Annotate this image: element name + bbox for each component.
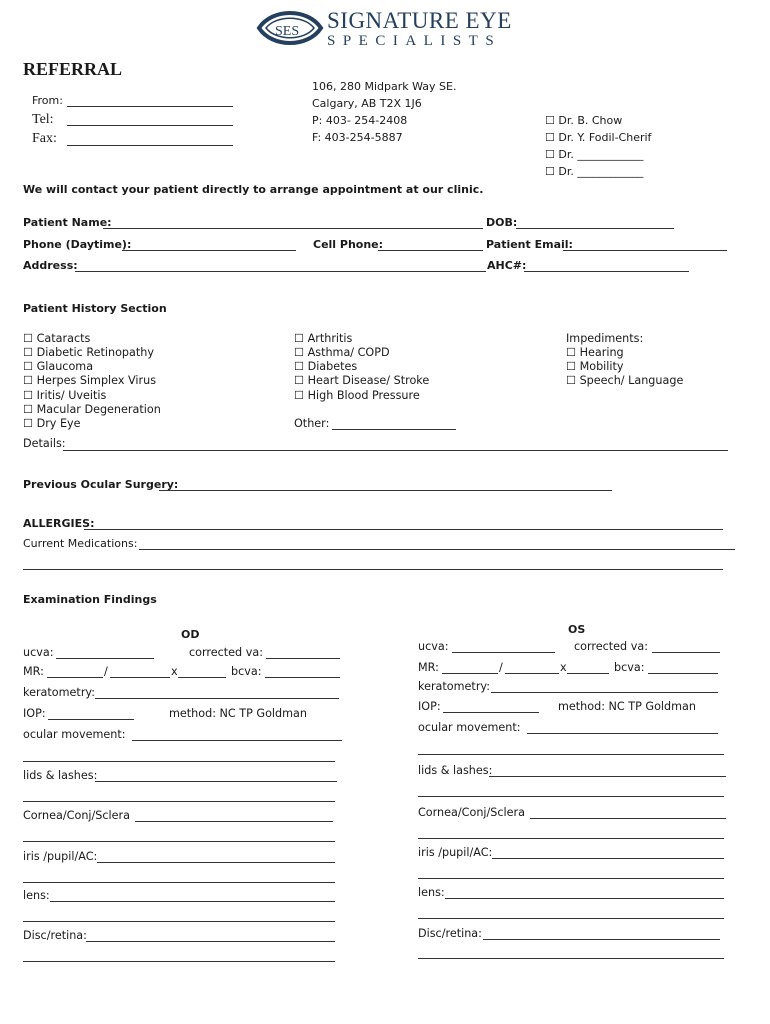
os-disc-label: Disc/retina: bbox=[418, 927, 482, 940]
history-checkbox[interactable]: ☐ High Blood Pressure bbox=[294, 389, 420, 402]
address-line: 106, 280 Midpark Way SE. bbox=[312, 80, 457, 93]
od-disc-label: Disc/retina: bbox=[23, 929, 87, 942]
from-label: From: bbox=[32, 94, 63, 107]
os-ucva-label: ucva: bbox=[418, 640, 449, 653]
fax-label: Fax: bbox=[32, 131, 57, 146]
od-cornea-field[interactable] bbox=[135, 821, 333, 822]
od-bcva-label: bcva: bbox=[231, 665, 262, 678]
od-mr-slash: / bbox=[104, 665, 108, 678]
os-mr-slash: / bbox=[499, 661, 503, 674]
os-mr-field-2[interactable] bbox=[505, 673, 559, 674]
os-bcva-label: bcva: bbox=[614, 661, 645, 674]
dob-field[interactable] bbox=[516, 228, 674, 229]
notice-text: We will contact your patient directly to arrange appointment at our clinic. bbox=[23, 183, 484, 196]
logo-subtitle: SPECIALISTS bbox=[327, 33, 502, 49]
surgery-field[interactable] bbox=[159, 490, 612, 491]
tel-field[interactable] bbox=[67, 125, 233, 126]
od-method-label[interactable]: method: NC TP Goldman bbox=[169, 707, 307, 720]
history-checkbox[interactable]: ☐ Heart Disease/ Stroke bbox=[294, 374, 430, 387]
patient-name-label: Patient Name: bbox=[23, 216, 112, 229]
logo-title: SIGNATURE EYE bbox=[327, 8, 512, 33]
od-disc-field[interactable] bbox=[86, 941, 335, 942]
os-mr-field-1[interactable] bbox=[442, 673, 498, 674]
dob-label: DOB: bbox=[486, 216, 518, 229]
od-corrected-va-field[interactable] bbox=[266, 658, 340, 659]
details-label: Details: bbox=[23, 437, 66, 450]
od-mr-field-1[interactable] bbox=[47, 677, 103, 678]
ahc-field[interactable] bbox=[524, 271, 689, 272]
os-lids-label: lids & lashes: bbox=[418, 764, 493, 777]
ahc-label: AHC#: bbox=[487, 259, 527, 272]
history-checkbox[interactable]: ☐ Iritis/ Uveitis bbox=[23, 389, 107, 402]
od-iop-label: IOP: bbox=[23, 707, 46, 720]
fax-field[interactable] bbox=[67, 145, 233, 146]
od-mr-label: MR: bbox=[23, 665, 44, 678]
os-ocular-movement-field-2[interactable] bbox=[418, 754, 724, 755]
od-lids-field-2[interactable] bbox=[23, 801, 335, 802]
os-corrected-va-label: corrected va: bbox=[574, 640, 648, 653]
allergies-label: ALLERGIES: bbox=[23, 517, 95, 530]
allergies-field[interactable] bbox=[84, 529, 723, 530]
os-cornea-label: Cornea/Conj/Sclera bbox=[418, 806, 525, 819]
history-checkbox[interactable]: ☐ Asthma/ COPD bbox=[294, 346, 390, 359]
od-keratometry-label: keratometry: bbox=[23, 686, 95, 699]
exam-title: Examination Findings bbox=[23, 593, 157, 606]
os-lens-field-2[interactable] bbox=[418, 918, 724, 919]
os-disc-field-2[interactable] bbox=[418, 958, 724, 959]
address-line: Calgary, AB T2X 1J6 bbox=[312, 97, 422, 110]
os-ocular-movement-label: ocular movement: bbox=[418, 721, 521, 734]
patient-name-field[interactable] bbox=[103, 228, 483, 229]
page-title: REFERRAL bbox=[23, 59, 123, 79]
os-corrected-va-field[interactable] bbox=[652, 652, 720, 653]
od-iris-field[interactable] bbox=[97, 862, 335, 863]
os-keratometry-field[interactable] bbox=[491, 692, 718, 693]
os-mr-x: x bbox=[560, 661, 567, 674]
od-keratometry-field[interactable] bbox=[95, 698, 339, 699]
fax-line: F: 403-254-5887 bbox=[312, 131, 403, 144]
medications-field-line2[interactable] bbox=[23, 569, 723, 570]
os-lids-field[interactable] bbox=[489, 776, 726, 777]
phone-line: P: 403- 254-2408 bbox=[312, 114, 408, 127]
doctor-checkbox[interactable]: ☐ Dr. ____________ bbox=[545, 148, 644, 161]
os-iris-field[interactable] bbox=[492, 858, 724, 859]
history-checkbox[interactable]: ☐ Herpes Simplex Virus bbox=[23, 374, 157, 387]
os-iris-label: iris /pupil/AC: bbox=[418, 846, 493, 859]
from-field[interactable] bbox=[67, 106, 233, 107]
medications-field[interactable] bbox=[139, 549, 735, 550]
od-iop-field[interactable] bbox=[48, 719, 134, 720]
address-field[interactable] bbox=[75, 271, 486, 272]
logo-monogram: SES bbox=[275, 24, 300, 39]
doctor-checkbox[interactable]: ☐ Dr. Y. Fodil-Cherif bbox=[545, 131, 652, 144]
od-lens-field-2[interactable] bbox=[23, 921, 335, 922]
email-field[interactable] bbox=[563, 250, 727, 251]
other-field[interactable] bbox=[332, 429, 456, 430]
os-lids-field-2[interactable] bbox=[418, 796, 724, 797]
os-disc-field[interactable] bbox=[483, 939, 720, 940]
surgery-label: Previous Ocular Surgery: bbox=[23, 478, 179, 491]
os-lens-label: lens: bbox=[418, 886, 445, 899]
os-lens-field[interactable] bbox=[445, 898, 724, 899]
os-ocular-movement-field[interactable] bbox=[527, 733, 718, 734]
history-checkbox[interactable]: ☐ Hearing bbox=[566, 346, 624, 359]
email-label: Patient Email: bbox=[486, 238, 573, 251]
medications-label: Current Medications: bbox=[23, 537, 138, 550]
tel-label: Tel: bbox=[32, 112, 54, 127]
os-mr-label: MR: bbox=[418, 661, 439, 674]
phone-field[interactable] bbox=[122, 250, 296, 251]
doctor-checkbox[interactable]: ☐ Dr. B. Chow bbox=[545, 114, 623, 127]
other-label: Other: bbox=[294, 417, 330, 430]
os-cornea-field[interactable] bbox=[530, 818, 726, 819]
od-heading: OD bbox=[181, 628, 200, 641]
history-checkbox[interactable]: ☐ Dry Eye bbox=[23, 417, 81, 430]
history-checkbox[interactable]: ☐ Speech/ Language bbox=[566, 374, 684, 387]
impediments-title: Impediments: bbox=[566, 332, 644, 345]
od-bcva-field[interactable] bbox=[265, 677, 340, 678]
od-iris-label: iris /pupil/AC: bbox=[23, 850, 98, 863]
history-checkbox[interactable]: ☐ Diabetes bbox=[294, 360, 358, 373]
history-checkbox[interactable]: ☐ Diabetic Retinopathy bbox=[23, 346, 154, 359]
os-ucva-field[interactable] bbox=[452, 652, 555, 653]
phone-label: Phone (Daytime): bbox=[23, 238, 132, 251]
od-corrected-va-label: corrected va: bbox=[189, 646, 263, 659]
address-label: Address: bbox=[23, 259, 78, 272]
history-checkbox[interactable]: ☐ Cataracts bbox=[23, 332, 91, 345]
history-checkbox[interactable]: ☐ Arthritis bbox=[294, 332, 353, 345]
od-mr-field-2[interactable] bbox=[110, 677, 170, 678]
od-mr-x: x bbox=[171, 665, 178, 678]
od-disc-field-2[interactable] bbox=[23, 961, 335, 962]
od-mr-field-3[interactable] bbox=[178, 677, 226, 678]
history-checkbox[interactable]: ☐ Mobility bbox=[566, 360, 624, 373]
doctor-checkbox[interactable]: ☐ Dr. ____________ bbox=[545, 165, 644, 178]
od-iris-field-2[interactable] bbox=[23, 882, 335, 883]
cell-field[interactable] bbox=[378, 250, 483, 251]
od-cornea-label: Cornea/Conj/Sclera bbox=[23, 809, 130, 822]
od-cornea-field-2[interactable] bbox=[23, 841, 335, 842]
od-ucva-label: ucva: bbox=[23, 646, 54, 659]
os-method-label[interactable]: method: NC TP Goldman bbox=[558, 700, 696, 713]
os-cornea-field-2[interactable] bbox=[418, 838, 724, 839]
od-ocular-movement-label: ocular movement: bbox=[23, 728, 126, 741]
od-lids-label: lids & lashes: bbox=[23, 769, 98, 782]
os-keratometry-label: keratometry: bbox=[418, 680, 490, 693]
history-checkbox[interactable]: ☐ Glaucoma bbox=[23, 360, 94, 373]
history-checkbox[interactable]: ☐ Macular Degeneration bbox=[23, 403, 161, 416]
details-field[interactable] bbox=[63, 450, 728, 451]
od-ocular-movement-field[interactable] bbox=[132, 740, 342, 741]
os-iop-field[interactable] bbox=[443, 712, 539, 713]
os-bcva-field[interactable] bbox=[648, 673, 718, 674]
os-heading: OS bbox=[568, 623, 586, 636]
od-ocular-movement-field-2[interactable] bbox=[23, 761, 335, 762]
od-lids-field[interactable] bbox=[95, 781, 337, 782]
od-ucva-field[interactable] bbox=[56, 658, 154, 659]
history-title: Patient History Section bbox=[23, 302, 167, 315]
od-lens-label: lens: bbox=[23, 889, 50, 902]
cell-label: Cell Phone: bbox=[313, 238, 384, 251]
os-iop-label: IOP: bbox=[418, 700, 441, 713]
od-lens-field[interactable] bbox=[50, 901, 335, 902]
os-mr-field-3[interactable] bbox=[567, 673, 609, 674]
os-iris-field-2[interactable] bbox=[418, 878, 724, 879]
